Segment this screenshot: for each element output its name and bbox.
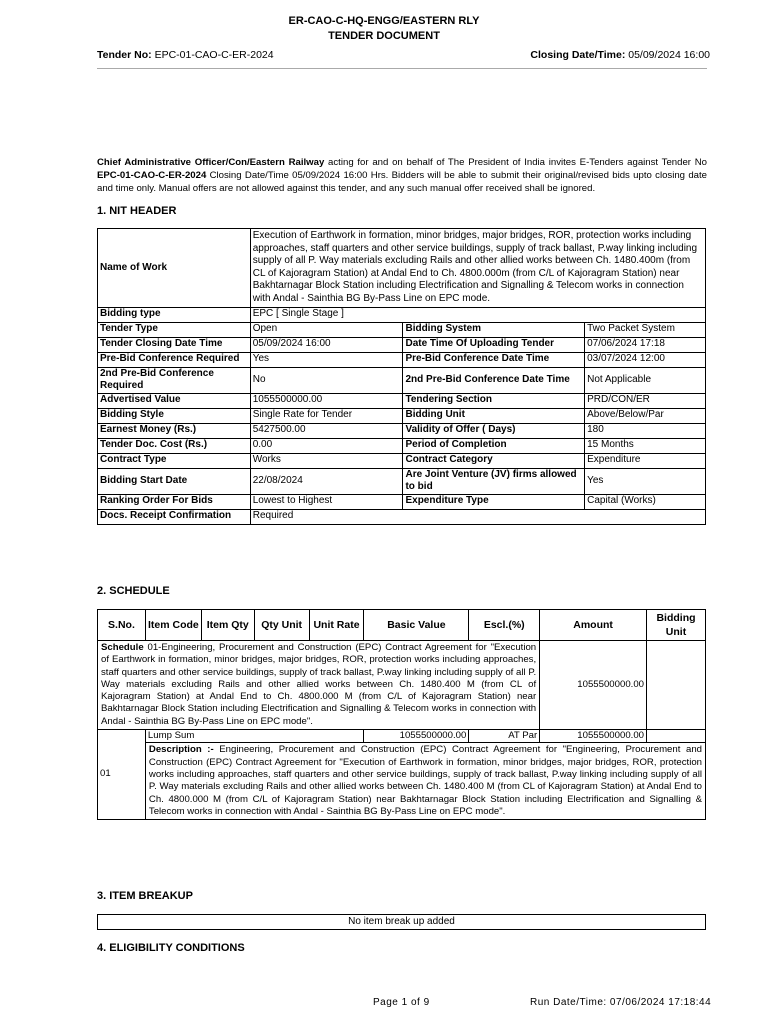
schedule-column-header: Basic Value — [364, 610, 469, 641]
name-of-work-label: Name of Work — [98, 229, 251, 308]
schedule-table — [97, 609, 706, 820]
nit-label: Are Joint Venture (JV) firms allowed to bid — [403, 468, 585, 494]
nit-value: Open — [250, 322, 403, 337]
nit-value: 05/09/2024 16:00 — [250, 337, 403, 352]
nit-value: 03/07/2024 12:00 — [585, 352, 706, 367]
intro-text-cont: Closing Date/Time 05/09/2024 16:00 Hrs. Bidders will be able to submit their original/revised bids upto closing date and time only. Manual offers are not allowed against this tender, and any such manual offer received shall be ignored. — [97, 170, 707, 194]
schedule-text: 01-Engineering, Procurement and Construction (EPC) Contract Agreement for "Execution of Earthwork in formation, minor bridges, major bridges, ROR, protection works including approaches, staff quarters and other service buildings, supply of track ballast, P.way linking including supply of all P. Way materials excluding Rails and other allied works between Ch. 1480.400 M (from CL of Kajoragram Station) at Andal End to Ch. 4800.000 M (from C/L of Kajoragram Station) near Bakhtarnagar Block Station including Electrification and Signalling & Telecom works in connection with Andal - Sainthia BG By-Pass Line on EPC mode". — [101, 642, 537, 727]
item-breakup-empty: No item break up added — [98, 915, 706, 930]
nit-value: Capital (Works) — [585, 494, 706, 509]
nit-label: Bidding Start Date — [98, 468, 251, 494]
nit-row — [98, 393, 706, 408]
nit-value: 0.00 — [250, 438, 403, 453]
name-of-work-row — [98, 229, 706, 308]
schedule-summary — [98, 641, 540, 730]
intro-tender-number: EPC-01-CAO-C-ER-2024 — [97, 170, 207, 181]
schedule-column-header: Unit Rate — [309, 610, 364, 641]
name-of-work-value: Execution of Earthwork in formation, minor bridges, major bridges, ROR, protection works including approaches, staff quarters and other service buildings, supply of track ballast, P.way linking including supply of all P. Way materials excluding Rails and other allied works between Ch. 1480.400m (from CL of Kajoragram Station) at Andal End to Ch. 4800.000m (from C/L of Kajoragram Station) near Bakhtarnagar Block Station including Electrification and Signalling & Telecom works in connection with Andal - Sainthia BG By-Pass Line on EPC mode. — [250, 229, 705, 308]
nit-value: Yes — [585, 468, 706, 494]
nit-label: Tender Type — [98, 322, 251, 337]
nit-row — [98, 352, 706, 367]
nit-value: 180 — [585, 423, 706, 438]
closing-date-value: 05/09/2024 16:00 — [628, 49, 710, 61]
nit-value: No — [250, 367, 403, 393]
nit-value: 07/06/2024 17:18 — [585, 337, 706, 352]
section-eligibility: 4. ELIGIBILITY CONDITIONS — [97, 942, 245, 954]
schedule-header-row — [98, 610, 706, 641]
document-title: TENDER DOCUMENT — [328, 30, 440, 42]
schedule-column-header: S.No. — [98, 610, 146, 641]
section-nit-header: 1. NIT HEADER — [97, 205, 177, 217]
bidding-type-value: EPC [ Single Stage ] — [250, 307, 705, 322]
schedule-label: Schedule — [101, 642, 144, 653]
schedule-column-header: Amount — [540, 610, 647, 641]
nit-value: Expenditure — [585, 453, 706, 468]
tender-number — [97, 49, 274, 61]
nit-label: Pre-Bid Conference Required — [98, 352, 251, 367]
nit-label: Bidding System — [403, 322, 585, 337]
schedule-column-header: Bidding Unit — [647, 610, 706, 641]
description-label: Description :- — [148, 744, 214, 756]
item-amount: 1055500000.00 — [540, 730, 647, 743]
schedule-description-row — [98, 743, 706, 820]
item-escalation: AT Par — [469, 730, 540, 743]
nit-row — [98, 468, 706, 494]
nit-table — [97, 228, 706, 525]
nit-value: Lowest to Highest — [250, 494, 403, 509]
nit-label: 2nd Pre-Bid Conference Required — [98, 367, 251, 393]
docs-receipt-value: Required — [250, 509, 705, 524]
schedule-summary-row — [98, 641, 706, 730]
nit-label: Date Time Of Uploading Tender — [403, 337, 585, 352]
nit-row — [98, 453, 706, 468]
section-item-breakup: 3. ITEM BREAKUP — [97, 890, 193, 902]
run-date: Run Date/Time: 07/06/2024 17:18:44 — [530, 997, 712, 1008]
nit-row — [98, 367, 706, 393]
nit-label: Contract Category — [403, 453, 585, 468]
nit-label: Earnest Money (Rs.) — [98, 423, 251, 438]
nit-label: Tendering Section — [403, 393, 585, 408]
schedule-amount: 1055500000.00 — [540, 641, 647, 730]
nit-value: 15 Months — [585, 438, 706, 453]
nit-label: Contract Type — [98, 453, 251, 468]
schedule-column-header: Item Code — [145, 610, 201, 641]
item-breakup-table — [97, 914, 706, 930]
item-description — [145, 743, 705, 820]
nit-label: Tender Doc. Cost (Rs.) — [98, 438, 251, 453]
docs-receipt-row — [98, 509, 706, 524]
nit-label: 2nd Pre-Bid Conference Date Time — [403, 367, 585, 393]
nit-row — [98, 408, 706, 423]
nit-value: PRD/CON/ER — [585, 393, 706, 408]
description-text: Engineering, Procurement and Construction (EPC) Contract Agreement for "Engineering, Procurement and Construction (EPC) Contract Agreement for "Execution of Earthwork in formation, minor bridges, major bridges, ROR, protection works including approaches, staff quarters and other service buildings, supply of track ballast, P.way linking including supply of all P. Way materials excluding Rails and other allied works between Ch. 1480.400 M (from CL of Kajoragram Station) at Andal End to Ch. 4800.000 M (from C/L of Kajoragram Station) near Bakhtarnagar Block Station including Electrification and Signalling & Telecom works in connection with Andal - Sainthia BG By-Pass Line on EPC mode". — [148, 744, 702, 817]
nit-value: Yes — [250, 352, 403, 367]
item-bidding-unit — [647, 730, 706, 743]
nit-label: Ranking Order For Bids — [98, 494, 251, 509]
nit-label: Advertised Value — [98, 393, 251, 408]
nit-label: Bidding Style — [98, 408, 251, 423]
item-basic-value: 1055500000.00 — [364, 730, 469, 743]
nit-label: Period of Completion — [403, 438, 585, 453]
item-code: Lump Sum — [145, 730, 364, 743]
nit-value: 1055500000.00 — [250, 393, 403, 408]
schedule-column-header: Item Qty — [201, 610, 254, 641]
nit-value: Not Applicable — [585, 367, 706, 393]
closing-date — [530, 49, 710, 61]
page-number: Page 1 of 9 — [373, 997, 430, 1008]
intro-paragraph — [97, 156, 707, 195]
nit-row — [98, 494, 706, 509]
schedule-item-row — [98, 730, 706, 743]
nit-row — [98, 438, 706, 453]
header-divider — [97, 68, 707, 69]
nit-value: Two Packet System — [585, 322, 706, 337]
nit-row — [98, 423, 706, 438]
section-schedule: 2. SCHEDULE — [97, 585, 170, 597]
nit-value: Single Rate for Tender — [250, 408, 403, 423]
closing-date-label: Closing Date/Time: — [530, 49, 626, 61]
schedule-bidding-unit — [647, 641, 706, 730]
nit-label: Pre-Bid Conference Date Time — [403, 352, 585, 367]
schedule-column-header: Qty Unit — [254, 610, 309, 641]
nit-value: 22/08/2024 — [250, 468, 403, 494]
nit-label: Tender Closing Date Time — [98, 337, 251, 352]
nit-label: Validity of Offer ( Days) — [403, 423, 585, 438]
bidding-type-row — [98, 307, 706, 322]
intro-text: acting for and on behalf of The President of India invites E-Tenders against Tender No — [324, 157, 707, 168]
item-sno: 01 — [98, 730, 146, 820]
nit-value: Works — [250, 453, 403, 468]
docs-receipt-label: Docs. Receipt Confirmation — [98, 509, 251, 524]
nit-value: 5427500.00 — [250, 423, 403, 438]
nit-label: Expenditure Type — [403, 494, 585, 509]
nit-row — [98, 322, 706, 337]
tender-number-value: EPC-01-CAO-C-ER-2024 — [154, 49, 274, 61]
tender-number-label: Tender No: — [97, 49, 152, 61]
nit-value: Above/Below/Par — [585, 408, 706, 423]
schedule-column-header: Escl.(%) — [469, 610, 540, 641]
org-title: ER-CAO-C-HQ-ENGG/EASTERN RLY — [288, 15, 480, 27]
nit-row — [98, 337, 706, 352]
bidding-type-label: Bidding type — [98, 307, 251, 322]
nit-label: Bidding Unit — [403, 408, 585, 423]
officer-name: Chief Administrative Officer/Con/Eastern Railway — [97, 157, 325, 168]
